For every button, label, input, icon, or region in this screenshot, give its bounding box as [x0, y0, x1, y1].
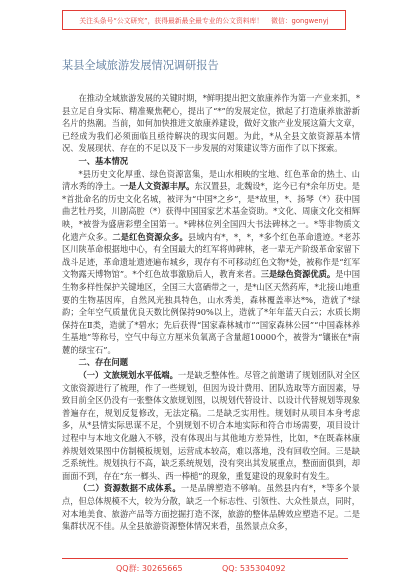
intro-paragraph: 在推动全域旅游发展的关键时期，*鲜明提出把文旅康养作为第一产业来抓，*县立足自身实际、精准聚焦靶心，提出了“*”的发展定位，掀起了打造康养旅游新名片的热潮。当前，如何加快推进文旅康养建设，做好文旅产业发展这篇大文章，已经成为我们必须面临且亟待解决的现实问题。为此，*从全县文旅资源基本情况、发展现状、存在的不足以及下一步发展的对策建议等方面作了以下探索。	[62, 93, 360, 154]
problem-text-planning: 一是缺乏整体性。尽管之前邀请了规划团队对全区文旅资源进行了梳理，作了一些规划，但因为设计费用、团队选取等方面因素，导致目前全区仍没有一张整体文旅规划图，以规划代替设计、以设计代替规划等现象普遍存在，规划反复修改，无法定稿。二是缺乏实用性。规划时从项目本身考虑多，从*县情实际思谋不足，个别规划不切合本地实际和符合市场需要，项目设计过程中与本地文化融入不够，没有体现出与其他地方差异性，比如，*在既森林康养规划效果图中仿制模板规划，运营成本较高，难以落地，没有回收空间。三是缺乏系统性。规划执行不高，缺乏系统规划，没有突出其发展重点，整面面俱到，却面面不到，存在“东一榔头、西一棒槌”的现象，重复建设的现象时有发生。	[62, 370, 360, 481]
promo-banner	[62, 10, 346, 30]
point-text-red-resources: 县域内有*，*，*，*多个红色革命遗迹。*老苏区川陕革命根据地中心，有全国最大的红军将帅碑林，老一辈无产阶级革命家留下战斗足迹，革命遗址遗迹遍布城乡，现存有不可移动红色文物*处，被称作是“红军文物露天博物馆”。*个红色故事激励后人，教育来者。	[62, 231, 360, 280]
section-heading-basic-info: 一、基本情况	[78, 155, 128, 166]
point-label-culture: 一是人文资源丰厚。	[119, 181, 195, 192]
promo-banner-text: 关注头条号“公文研究”，获得最新最全最专业的公文资料库！	[79, 17, 264, 25]
problem-paragraph-resources	[62, 482, 360, 532]
footer-qq: QQ: 535304092	[222, 564, 286, 573]
basic-info-lead: *县历史文化厚重、绿色资源富集，是山水相映的宝地、红色革命的热土、山清水秀的净土。	[62, 168, 360, 192]
report-title: 某县全域旅游发展情况调研报告	[62, 59, 219, 72]
point-text-green-resources: 是中国生物多样性保护关键地区，全国三大富硒带之一，是*山区天然药库，*北接山地重要的生物基因库，自然风光独具特色，山水秀美，森林覆盖率达*%，造就了*绿韵；全年空气质量优良天数比例保持90%以上，造就了*年年蓝天白云；水质长期保持在Ⅱ类，造就了*碧水；先后获得“国家森林城市”“国家森林公园”“中国森林养生基地”等称号，空气中每立方厘米负氧离子含量超10000个，被誉为“镶嵌在*南麓的绿宝石”。	[62, 269, 360, 355]
footer-divider	[62, 558, 348, 559]
point-label-green-resources: 三是绿色资源优质。	[260, 269, 336, 280]
point-text-culture: 东汉置县，北魏设*，迄今已有*余年历史。是*首批命名的历史文化名城，被评为“中国*之乡”，是*故里，*、扬琴（*）获中国曲艺牡丹奖，川剧高腔（*）获得中国国家艺术基金资助。*文化、周康文化交相辉映，*被誉为盛唐彩塑全国第一。*碑林位列全国四大书法碑林之一。*等非物质文化遗产众多。	[62, 181, 360, 242]
footer	[62, 562, 348, 576]
problem-label-planning: （一）文旅规划水平低端。	[78, 370, 178, 381]
section-heading-problems: 二、存在问题	[78, 357, 128, 368]
footer-qq-group: QQ群: 30265665	[116, 564, 183, 573]
problem-paragraph-planning	[62, 369, 360, 482]
problem-text-resources: 一是品牌塑造不够响。虽然县内有*，*等多个景点，但总体规模不大，较为分散，缺乏一个标志性、引领性、大众性景点，同时，对本地美食、旅游产品等方面挖掘打造不深，旅游的整体品牌效应塑造不足。二是集群状况不佳。从全县旅游资源整体情况来看，虽然景点众多，	[62, 483, 360, 532]
promo-banner-wechat: 微信：gongwenyj	[271, 17, 329, 25]
problem-label-resources: （二）资源数据不成体系。	[78, 483, 181, 494]
basic-info-paragraph	[62, 168, 360, 357]
report-body	[62, 92, 360, 555]
point-label-red-resources: 二是红色资源众多。	[112, 231, 188, 242]
